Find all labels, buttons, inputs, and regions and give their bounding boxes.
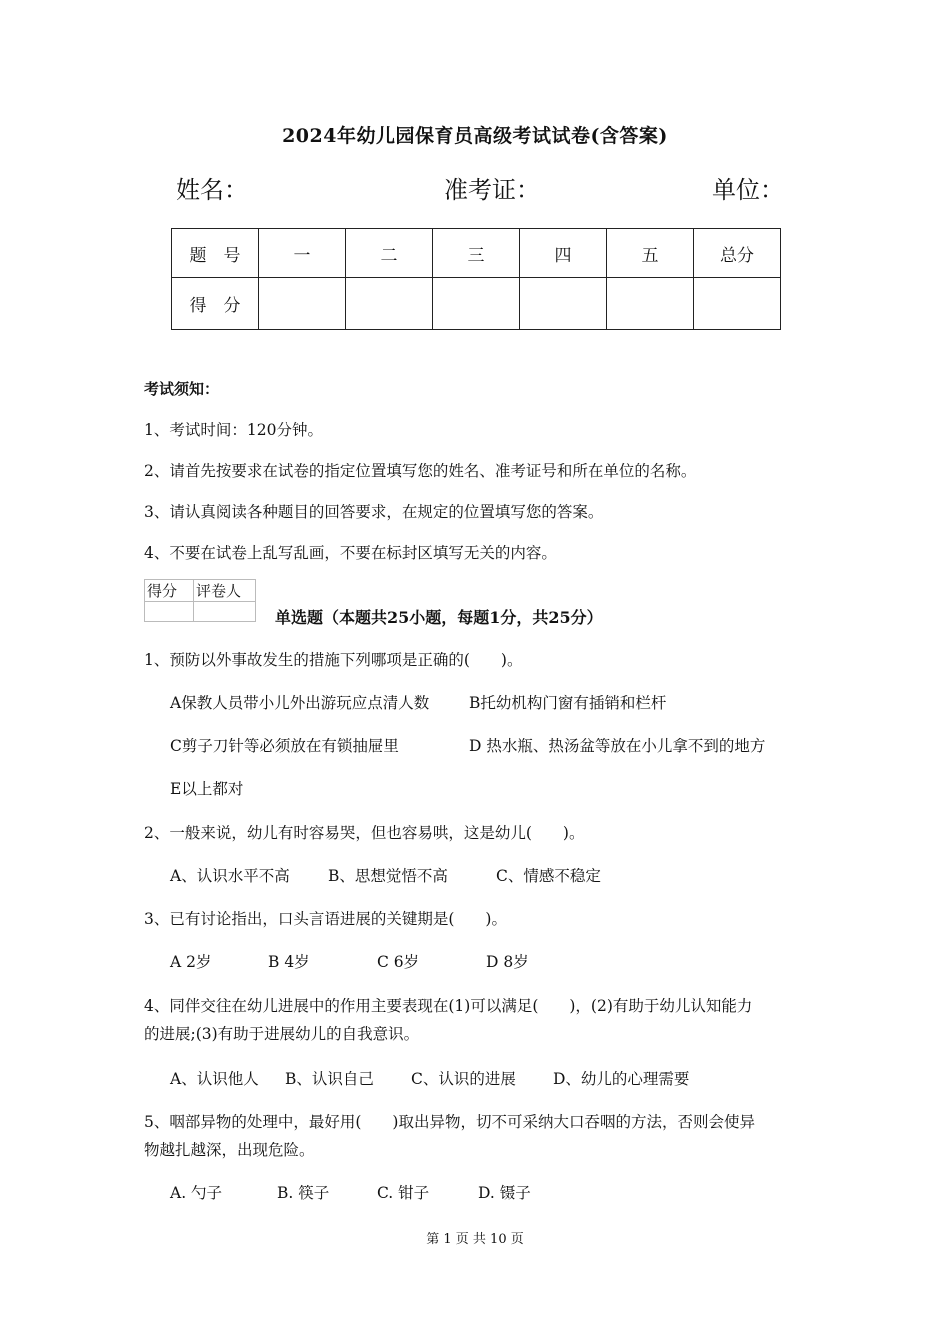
score-entry-cell[interactable]	[520, 278, 607, 330]
question-4-stem: 4、同伴交往在幼儿进展中的作用主要表现在(1)可以满足( )，(2)有助于幼儿认知能力	[144, 997, 753, 1015]
score-entry-cell[interactable]	[346, 278, 433, 330]
score-table-cell: 三	[433, 229, 520, 278]
question-3-stem: 3、已有讨论指出，口头言语进展的关键期是( )。	[144, 910, 507, 928]
score-entry-cell[interactable]	[259, 278, 346, 330]
grader-score-label: 得分	[145, 580, 194, 602]
question-1-option-c: C剪子刀针等必须放在有锁抽屉里	[170, 737, 399, 755]
score-table-cell: 总分	[694, 229, 781, 278]
grader-reviewer-label: 评卷人	[194, 580, 256, 602]
question-5-stem-continued: 物越扎越深，出现危险。	[144, 1141, 315, 1159]
grader-box	[144, 579, 256, 622]
question-1-stem: 1、预防以外事故发生的措施下列哪项是正确的( )。	[144, 651, 523, 669]
score-entry-cell[interactable]	[694, 278, 781, 330]
score-table	[171, 228, 781, 330]
question-2-option-c: C、情感不稳定	[496, 867, 601, 885]
question-3-option-d: D 8岁	[486, 953, 529, 971]
score-table-cell: 一	[259, 229, 346, 278]
question-4-option-c: C、认识的进展	[411, 1070, 516, 1088]
question-5-option-a: A. 勺子	[170, 1184, 223, 1202]
score-table-header-row	[172, 229, 781, 278]
notes-heading: 考试须知：	[144, 380, 220, 398]
question-5-option-c: C. 钳子	[377, 1184, 430, 1202]
question-4-option-b: B、认识自己	[285, 1070, 374, 1088]
note-item: 3、请认真阅读各种题目的回答要求，在规定的位置填写您的答案。	[144, 503, 604, 521]
question-5-option-d: D. 镊子	[478, 1184, 531, 1202]
section-title: 单选题（本题共25小题，每题1分，共25分）	[275, 608, 603, 627]
note-item: 4、不要在试卷上乱写乱画，不要在标封区填写无关的内容。	[144, 544, 557, 562]
question-1-option-d: D 热水瓶、热汤盆等放在小儿拿不到的地方	[469, 737, 766, 755]
question-1-option-b: B托幼机构门窗有插销和栏杆	[469, 694, 667, 712]
score-entry-cell[interactable]	[433, 278, 520, 330]
score-table-cell: 题 号	[172, 229, 259, 278]
score-table-cell: 四	[520, 229, 607, 278]
question-1-option-e: E以上都对	[170, 780, 244, 798]
grader-score-entry[interactable]	[145, 602, 194, 622]
question-3-option-b: B 4岁	[268, 953, 310, 971]
question-3-option-a: A 2岁	[170, 953, 212, 971]
question-4-option-a: A、认识他人	[170, 1070, 259, 1088]
question-4-option-d: D、幼儿的心理需要	[553, 1070, 690, 1088]
score-table-cell: 五	[607, 229, 694, 278]
score-table-score-row	[172, 278, 781, 330]
question-3-option-c: C 6岁	[377, 953, 420, 971]
question-5-stem: 5、咽部异物的处理中，最好用( )取出异物，切不可采纳大口吞咽的方法，否则会使异	[144, 1113, 755, 1131]
question-2-stem: 2、一般来说，幼儿有时容易哭，但也容易哄，这是幼儿( )。	[144, 824, 585, 842]
question-1-option-a: A保教人员带小儿外出游玩应点清人数	[170, 694, 430, 712]
name-field-label: 姓名：	[176, 176, 248, 204]
note-item: 2、请首先按要求在试卷的指定位置填写您的姓名、准考证号和所在单位的名称。	[144, 462, 697, 480]
grader-reviewer-entry[interactable]	[194, 602, 256, 622]
exam-id-field-label: 准考证：	[444, 176, 540, 204]
score-table-cell: 二	[346, 229, 433, 278]
score-entry-cell[interactable]	[607, 278, 694, 330]
exam-title: 2024年幼儿园保育员高级考试试卷(含答案)	[282, 125, 668, 147]
page-footer: 第 1 页 共 10 页	[426, 1232, 524, 1247]
question-5-option-b: B. 筷子	[277, 1184, 330, 1202]
question-2-option-b: B、思想觉悟不高	[328, 867, 448, 885]
question-4-stem-continued: 的进展;(3)有助于进展幼儿的自我意识。	[144, 1025, 420, 1043]
unit-field-label: 单位：	[712, 176, 784, 204]
note-item: 1、考试时间：120分钟。	[144, 421, 323, 439]
score-table-cell: 得 分	[172, 278, 259, 330]
question-2-option-a: A、认识水平不高	[170, 867, 290, 885]
